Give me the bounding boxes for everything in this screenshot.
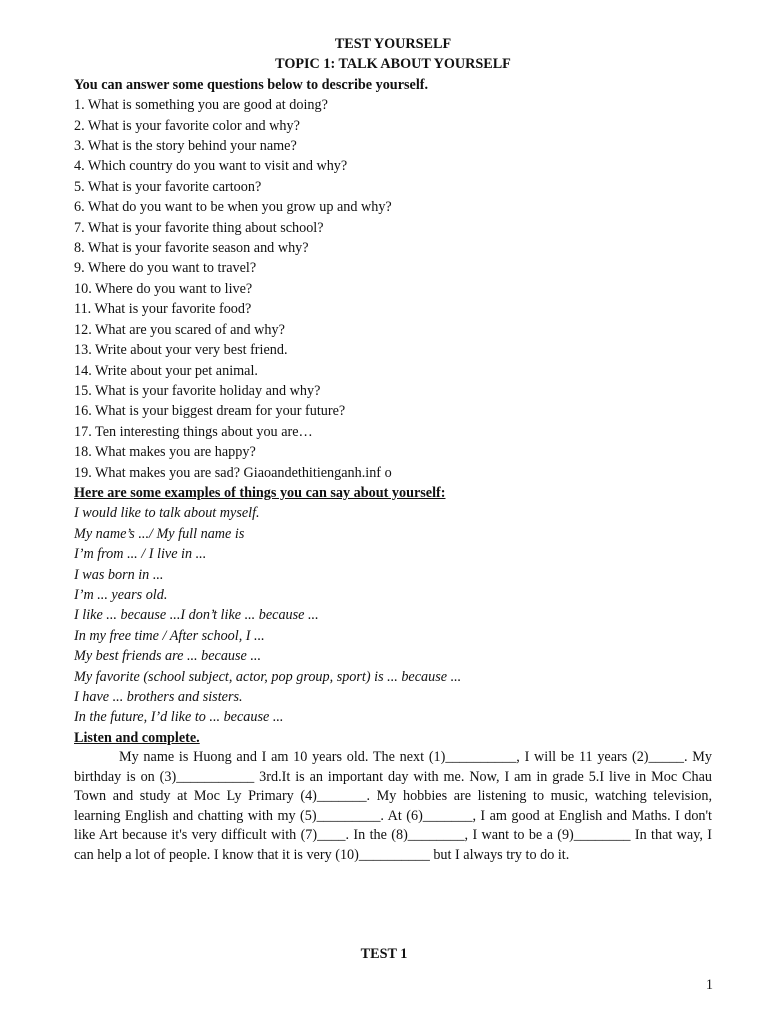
question-item: 11. What is your favorite food? — [74, 301, 252, 318]
question-item: 19. What makes you are sad? Giaoandethitienganh.inf o — [74, 464, 392, 481]
examples-heading: Here are some examples of things you can say about yourself: — [74, 484, 446, 501]
example-item: I like ... because ...I don’t like ... because ... — [74, 607, 319, 624]
question-item: 18. What makes you are happy? — [74, 444, 256, 461]
example-item: I’m ... years old. — [74, 586, 168, 603]
question-item: 5. What is your favorite cartoon? — [74, 178, 262, 195]
example-item: In the future, I’d like to ... because ... — [74, 709, 284, 726]
page-number: 1 — [705, 977, 713, 993]
question-item: 13. Write about your very best friend. — [74, 342, 288, 359]
test-title: TEST 1 — [360, 946, 408, 962]
question-item: 16. What is your biggest dream for your future? — [74, 403, 346, 420]
question-item: 17. Ten interesting things about you are… — [74, 423, 313, 440]
example-item: I would like to talk about myself. — [74, 505, 260, 522]
question-item: 4. Which country do you want to visit and why? — [74, 158, 348, 175]
listen-heading: Listen and complete. — [74, 729, 200, 746]
example-item: My best friends are ... because ... — [74, 648, 262, 665]
question-item: 10. Where do you want to live? — [74, 280, 253, 297]
question-item: 9. Where do you want to travel? — [74, 260, 257, 277]
question-item: 14. Write about your pet animal. — [74, 362, 258, 379]
question-item: 15. What is your favorite holiday and why? — [74, 382, 321, 399]
document-content — [74, 34, 712, 865]
question-item: 2. What is your favorite color and why? — [74, 117, 300, 134]
question-item: 6. What do you want to be when you grow up and why? — [74, 199, 392, 216]
question-item: 8. What is your favorite season and why? — [74, 240, 309, 257]
example-item: I’m from ... / I live in ... — [74, 546, 207, 563]
question-item: 7. What is your favorite thing about school? — [74, 219, 324, 236]
example-item: My name’s .../ My full name is — [74, 525, 245, 542]
document-title: TEST YOURSELF — [334, 36, 452, 52]
questions-intro: You can answer some questions below to describe yourself. — [74, 76, 429, 93]
topic-title: TOPIC 1: TALK ABOUT YOURSELF — [275, 56, 511, 73]
examples-list — [74, 503, 712, 727]
listen-paragraph: My name is Huong and I am 10 years old. The next (1)__________, I will be 11 years (2)_____. My birthday is on (3)___________ 3rd.It is an important day with me. Now, I am in grade 5.I live in Moc Chau Town and study at Moc Ly Primary (4)_______. My hobbies are listening to music, watching television, learning English and chatting with my (5)_________. At (6)_______, I am good at English and Maths. I don't like Art because it's very difficult with (7)____. In the (8)________, I want to be a (9)________ In that way, I can help a lot of people. I know that it is very (10)__________ but I always try to do it. — [74, 749, 712, 863]
questions-list — [74, 95, 712, 483]
question-item: 3. What is the story behind your name? — [74, 138, 297, 155]
example-item: In my free time / After school, I ... — [74, 627, 265, 644]
example-item: I was born in ... — [74, 566, 164, 583]
question-item: 1. What is something you are good at doing? — [74, 97, 328, 114]
example-item: I have ... brothers and sisters. — [74, 689, 243, 705]
example-item: My favorite (school subject, actor, pop group, sport) is ... because ... — [74, 668, 462, 685]
question-item: 12. What are you scared of and why? — [74, 321, 285, 338]
